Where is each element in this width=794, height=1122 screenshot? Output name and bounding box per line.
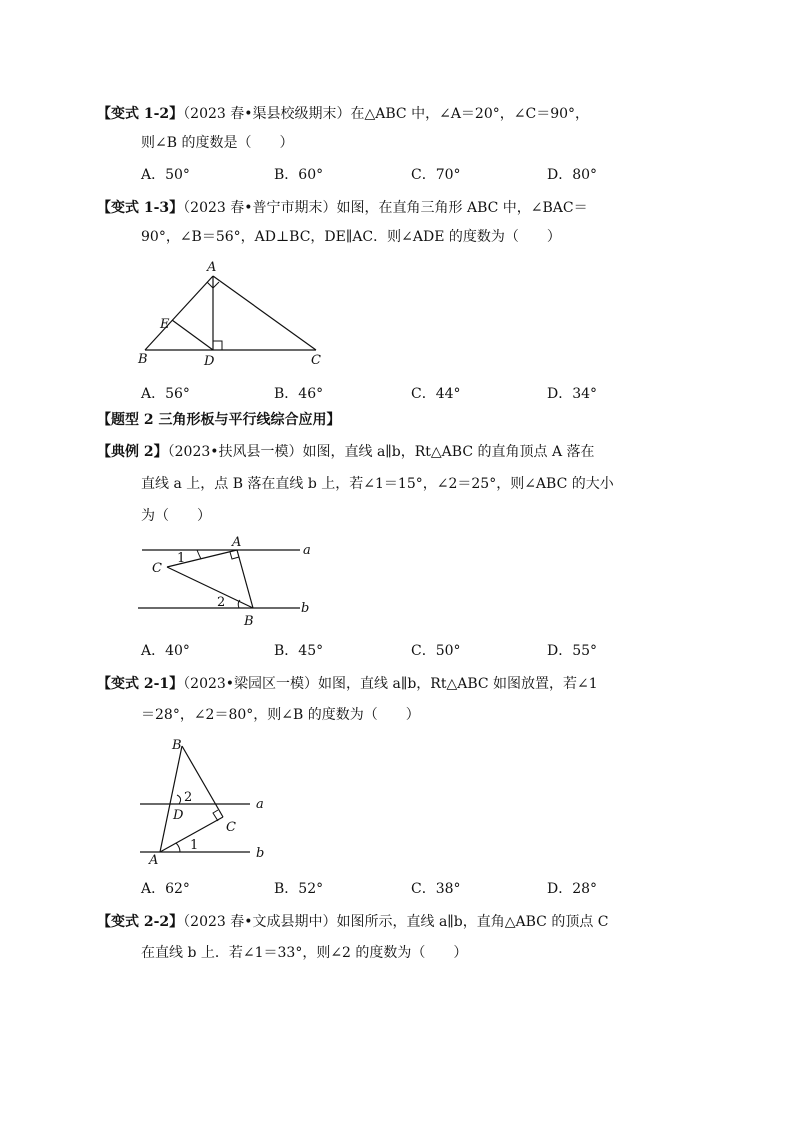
label-line-b: b xyxy=(256,846,265,861)
problem-text: （2023 春•普宁市期末）如图，在直角三角形 ABC 中，∠BAC＝ xyxy=(183,200,588,216)
problem-d2-line-3: 为（ ） xyxy=(141,508,211,524)
option-d[interactable]: D．55° xyxy=(547,643,598,659)
option-a[interactable]: A．50° xyxy=(141,167,190,183)
problem-v2-1-line-1 xyxy=(97,675,598,693)
problem-v1-2-line-2: 则∠B 的度数是（ ） xyxy=(141,135,294,151)
problem-v2-1-line-2: ＝28°，∠2＝80°，则∠B 的度数为（ ） xyxy=(141,707,420,723)
right-angle-mark-c xyxy=(213,810,218,821)
option-a[interactable]: A．56° xyxy=(141,386,190,402)
option-a[interactable]: A．62° xyxy=(141,881,190,897)
label-c: C xyxy=(226,820,236,835)
problem-text: （2023 春•文成县期中）如图所示，直线 a∥b，直角△ABC 的顶点 C xyxy=(183,914,609,930)
problem-tag: 【变式 2-1】 xyxy=(97,676,184,692)
label-line-b: b xyxy=(301,601,310,616)
problem-tag: 【变式 2-2】 xyxy=(97,914,184,930)
segment-ab xyxy=(145,276,213,350)
problem-tag: 【变式 1-2】 xyxy=(97,106,184,122)
label-angle-2: 2 xyxy=(217,595,226,610)
option-c[interactable]: C．38° xyxy=(411,881,461,897)
label-b: B xyxy=(244,614,254,629)
option-d[interactable]: D．80° xyxy=(547,167,598,183)
label-line-a: a xyxy=(303,543,311,558)
problem-v1-3-line-2: 90°，∠B＝56°，AD⊥BC，DE∥AC．则∠ADE 的度数为（ ） xyxy=(141,229,561,245)
option-d[interactable]: D．34° xyxy=(547,386,598,402)
label-angle-1: 1 xyxy=(177,551,186,566)
right-angle-mark-d xyxy=(213,341,222,350)
label-d: D xyxy=(173,808,184,823)
angle-arc-2 xyxy=(177,795,181,804)
label-c: C xyxy=(311,353,321,368)
problem-v2-2-line-1 xyxy=(97,913,608,931)
option-b[interactable]: B．46° xyxy=(274,386,324,402)
option-c[interactable]: C．50° xyxy=(411,643,461,659)
label-d: D xyxy=(204,354,215,369)
figure-parallel-lines-rt-triangle xyxy=(135,533,325,633)
label-a: A xyxy=(149,853,159,868)
label-b: B xyxy=(172,738,182,753)
figure-parallel-lines-triangle-2 xyxy=(135,733,275,868)
option-b[interactable]: B．52° xyxy=(274,881,324,897)
problem-text: （2023 春•渠县校级期末）在△ABC 中，∠A＝20°，∠C＝90°， xyxy=(183,106,590,122)
problem-text: （2023•梁园区一模）如图，直线 a∥b，Rt△ABC 如图放置，若∠1 xyxy=(183,676,598,692)
segment-ab xyxy=(160,746,182,852)
option-b[interactable]: B．45° xyxy=(274,643,324,659)
problem-d2-line-2: 直线 a 上，点 B 落在直线 b 上，若∠1＝15°，∠2＝25°，则∠ABC 的大小 xyxy=(141,476,614,492)
option-c[interactable]: C．44° xyxy=(411,386,461,402)
figure-triangle-abc-altitude xyxy=(135,258,335,368)
problem-tag: 【变式 1-3】 xyxy=(97,200,184,216)
segment-de xyxy=(172,320,213,350)
label-b: B xyxy=(138,352,148,367)
problem-text: （2023•扶风县一模）如图，直线 a∥b，Rt△ABC 的直角顶点 A 落在 xyxy=(167,444,595,460)
option-c[interactable]: C．70° xyxy=(411,167,461,183)
problem-tag: 【典例 2】 xyxy=(97,444,168,460)
label-a: A xyxy=(232,535,242,550)
option-b[interactable]: B．60° xyxy=(274,167,324,183)
problem-v1-3-line-1 xyxy=(97,199,588,217)
label-a: A xyxy=(207,260,217,275)
section-heading: 【题型 2 三角形板与平行线综合应用】 xyxy=(97,412,341,428)
segment-ac xyxy=(213,276,316,350)
problem-d2-line-1 xyxy=(97,443,595,461)
label-c: C xyxy=(152,561,162,576)
segment-cb xyxy=(167,567,253,608)
label-angle-2: 2 xyxy=(184,790,193,805)
angle-arc-1 xyxy=(176,843,180,852)
problem-v1-2-line-1 xyxy=(97,105,589,123)
segment-ab xyxy=(237,550,253,608)
option-d[interactable]: D．28° xyxy=(547,881,598,897)
label-angle-1: 1 xyxy=(190,838,199,853)
option-a[interactable]: A．40° xyxy=(141,643,190,659)
label-e: E xyxy=(160,317,170,332)
label-line-a: a xyxy=(256,797,264,812)
angle-arc-1 xyxy=(197,550,201,559)
segment-bc xyxy=(182,746,223,817)
problem-v2-2-line-2: 在直线 b 上．若∠1＝33°，则∠2 的度数为（ ） xyxy=(141,945,468,961)
